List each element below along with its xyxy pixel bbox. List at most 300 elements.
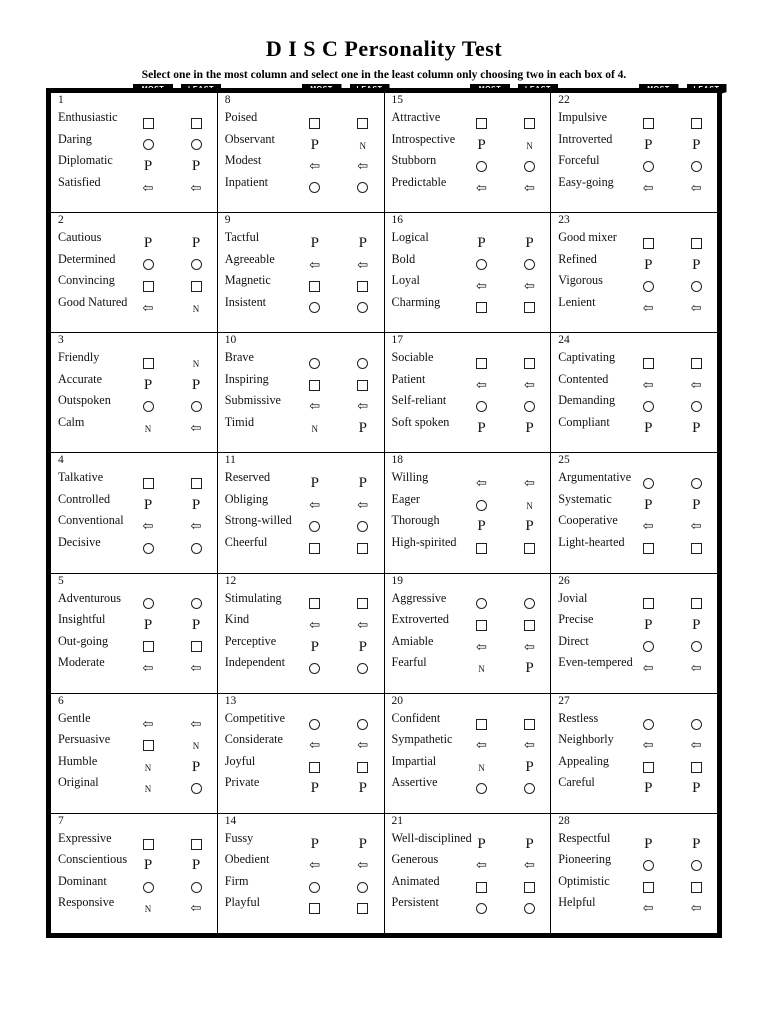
least-choice-cell[interactable] xyxy=(183,849,209,874)
least-choice-cell[interactable] xyxy=(517,172,543,194)
most-choice-cell[interactable] xyxy=(469,849,495,874)
question-box xyxy=(218,93,384,213)
least-choice-cell[interactable] xyxy=(683,609,709,634)
most-choice-cell[interactable] xyxy=(635,510,661,535)
most-choice-cell[interactable] xyxy=(135,510,161,535)
least-choice-cell[interactable] xyxy=(183,390,209,412)
most-choice-cell[interactable] xyxy=(469,292,495,314)
most-choice-cell[interactable] xyxy=(635,412,661,434)
most-choice-cell[interactable] xyxy=(635,849,661,871)
least-choice-cell[interactable] xyxy=(183,467,209,489)
least-choice-cell[interactable] xyxy=(350,369,376,391)
most-choice-cell[interactable] xyxy=(135,129,161,151)
most-choice-cell[interactable] xyxy=(135,369,161,391)
most-choice-cell[interactable] xyxy=(469,751,495,773)
letter-p-icon: P xyxy=(692,419,701,436)
most-choice-cell[interactable] xyxy=(135,467,161,489)
most-choice-cell[interactable] xyxy=(135,751,161,773)
question-box xyxy=(51,814,217,933)
least-choice-cell[interactable] xyxy=(683,150,709,172)
question-number: 8 xyxy=(224,94,231,106)
least-choice-cell[interactable] xyxy=(683,849,709,871)
least-choice-cell[interactable] xyxy=(517,708,543,730)
trait-label: Impulsive xyxy=(558,110,607,124)
most-choice-cell[interactable] xyxy=(135,849,161,874)
least-choice-cell[interactable] xyxy=(350,172,376,194)
trait-label: Self-reliant xyxy=(391,393,447,408)
square-icon xyxy=(691,238,702,249)
least-choice-cell[interactable] xyxy=(183,510,209,535)
least-choice-cell[interactable] xyxy=(517,849,543,874)
most-choice-cell[interactable] xyxy=(469,270,495,295)
least-choice-cell[interactable] xyxy=(683,892,709,917)
least-choice-cell[interactable] xyxy=(517,510,543,535)
least-choice-cell[interactable] xyxy=(350,467,376,492)
most-choice-cell[interactable] xyxy=(135,249,161,271)
least-choice-cell[interactable] xyxy=(183,751,209,773)
most-choice-cell[interactable] xyxy=(635,249,661,271)
trait-label: Considerate xyxy=(224,732,283,747)
most-choice-cell[interactable] xyxy=(302,892,328,914)
trait-label: Observant xyxy=(224,131,275,146)
most-choice-cell[interactable] xyxy=(302,172,328,194)
trait-row xyxy=(551,129,717,151)
least-choice-cell[interactable] xyxy=(350,510,376,532)
left-arrow-icon: ⇦ xyxy=(142,300,154,316)
least-choice-cell[interactable] xyxy=(683,292,709,314)
least-choice-cell[interactable] xyxy=(350,871,376,893)
most-choice-cell[interactable] xyxy=(135,172,161,194)
square-icon xyxy=(643,762,654,773)
circle-icon xyxy=(691,281,702,292)
most-choice-cell[interactable] xyxy=(135,609,161,634)
circle-icon xyxy=(524,161,535,172)
most-choice-cell[interactable] xyxy=(302,107,328,129)
least-choice-cell[interactable] xyxy=(683,729,709,754)
most-choice-cell[interactable] xyxy=(469,652,495,674)
question-column-3 xyxy=(385,93,552,933)
most-choice-cell[interactable] xyxy=(469,729,495,754)
least-choice-cell[interactable] xyxy=(517,390,543,412)
least-choice-cell[interactable] xyxy=(183,347,209,369)
letter-p-icon: P xyxy=(525,660,534,677)
most-choice-cell[interactable] xyxy=(635,729,661,754)
most-choice-cell[interactable] xyxy=(302,631,328,653)
least-choice-cell[interactable] xyxy=(517,772,543,794)
question-number: 3 xyxy=(58,334,64,347)
most-choice-cell[interactable] xyxy=(635,708,661,730)
least-choice-cell[interactable] xyxy=(517,129,543,151)
most-choice-cell[interactable] xyxy=(135,292,161,314)
most-choice-cell[interactable] xyxy=(135,390,161,412)
least-choice-cell[interactable] xyxy=(350,708,376,730)
most-choice-cell[interactable] xyxy=(302,270,328,292)
least-choice-cell[interactable] xyxy=(517,828,543,850)
most-choice-cell[interactable] xyxy=(469,708,495,730)
trait-row xyxy=(551,270,717,292)
most-choice-cell[interactable] xyxy=(302,129,328,151)
trait-label: Reserved xyxy=(224,470,271,485)
left-arrow-icon: ⇦ xyxy=(642,661,654,677)
most-choice-cell[interactable] xyxy=(302,347,328,369)
trait-row xyxy=(51,489,217,511)
least-choice-cell[interactable] xyxy=(683,467,709,489)
trait-row xyxy=(385,892,551,914)
least-choice-cell[interactable] xyxy=(350,609,376,634)
most-choice-cell[interactable] xyxy=(135,150,161,172)
least-choice-cell[interactable] xyxy=(350,489,376,511)
least-choice-cell[interactable] xyxy=(517,369,543,391)
trait-label: Lenient xyxy=(558,294,596,309)
most-choice-cell[interactable] xyxy=(135,107,161,129)
most-choice-cell[interactable] xyxy=(635,270,661,292)
least-choice-cell[interactable] xyxy=(683,270,709,292)
least-choice-cell[interactable] xyxy=(183,892,209,917)
trait-label: Generous xyxy=(391,852,439,867)
least-choice-cell[interactable] xyxy=(350,631,376,653)
most-choice-cell[interactable] xyxy=(635,107,661,129)
most-choice-cell[interactable] xyxy=(635,129,661,151)
letter-p-icon: P xyxy=(644,835,653,852)
left-arrow-icon: ⇦ xyxy=(642,519,654,535)
most-choice-cell[interactable] xyxy=(302,412,328,434)
most-choice-cell[interactable] xyxy=(469,172,495,194)
trait-label: Extroverted xyxy=(391,612,450,627)
least-choice-cell[interactable] xyxy=(517,892,543,914)
least-choice-cell[interactable] xyxy=(350,729,376,754)
most-choice-cell[interactable] xyxy=(469,892,495,914)
least-choice-cell[interactable] xyxy=(517,729,543,754)
question-number: 19 xyxy=(391,574,403,587)
least-choice-cell[interactable] xyxy=(183,150,209,172)
circle-icon xyxy=(691,860,702,871)
least-choice-cell[interactable] xyxy=(683,751,709,773)
trait-row xyxy=(51,631,217,653)
least-choice-cell[interactable] xyxy=(183,172,209,194)
most-choice-cell[interactable] xyxy=(135,347,161,369)
trait-row xyxy=(218,227,384,252)
circle-icon xyxy=(691,401,702,412)
least-choice-cell[interactable] xyxy=(683,129,709,151)
least-choice-cell[interactable] xyxy=(517,489,543,511)
least-choice-cell[interactable] xyxy=(183,588,209,610)
trait-row xyxy=(218,369,384,391)
least-choice-cell[interactable] xyxy=(683,828,709,850)
square-icon xyxy=(191,281,202,292)
least-choice-cell[interactable] xyxy=(350,892,376,914)
most-choice-cell[interactable] xyxy=(135,588,161,610)
least-choice-cell[interactable] xyxy=(183,369,209,391)
letter-p-icon: P xyxy=(191,496,201,513)
most-choice-cell[interactable] xyxy=(635,828,661,850)
least-choice-cell[interactable] xyxy=(183,129,209,151)
trait-rows xyxy=(385,708,551,813)
most-choice-cell[interactable] xyxy=(302,467,328,492)
least-choice-cell[interactable] xyxy=(683,772,709,797)
most-choice-cell[interactable] xyxy=(635,631,661,653)
least-choice-cell[interactable] xyxy=(683,871,709,893)
most-choice-cell[interactable] xyxy=(135,772,161,794)
square-icon xyxy=(691,598,702,609)
least-choice-cell[interactable] xyxy=(683,510,709,535)
most-choice-cell[interactable] xyxy=(135,828,161,850)
most-choice-cell[interactable] xyxy=(635,652,661,677)
most-choice-cell[interactable] xyxy=(302,292,328,314)
least-choice-cell[interactable] xyxy=(183,729,209,751)
letter-p-icon: P xyxy=(477,835,486,852)
most-choice-cell[interactable] xyxy=(469,510,495,535)
question-box xyxy=(551,694,717,814)
most-choice-cell[interactable] xyxy=(469,532,495,554)
trait-row xyxy=(551,467,717,489)
most-choice-cell[interactable] xyxy=(302,390,328,415)
least-choice-cell[interactable] xyxy=(517,347,543,369)
trait-label: Cooperative xyxy=(558,513,618,528)
least-choice-cell[interactable] xyxy=(183,270,209,292)
square-icon xyxy=(643,543,654,554)
most-choice-cell[interactable] xyxy=(635,892,661,917)
least-choice-cell[interactable] xyxy=(350,249,376,271)
most-choice-cell[interactable] xyxy=(635,227,661,249)
trait-rows xyxy=(385,588,551,693)
most-choice-cell[interactable] xyxy=(135,729,161,751)
least-choice-cell[interactable] xyxy=(517,292,543,314)
least-choice-cell[interactable] xyxy=(683,249,709,271)
least-choice-cell[interactable] xyxy=(350,532,376,554)
least-choice-cell[interactable] xyxy=(350,849,376,874)
most-choice-cell[interactable] xyxy=(469,609,495,631)
least-choice-cell[interactable] xyxy=(517,532,543,554)
most-choice-cell[interactable] xyxy=(135,227,161,252)
left-arrow-icon: ⇦ xyxy=(142,180,154,196)
most-choice-cell[interactable] xyxy=(469,369,495,391)
least-choice-cell[interactable] xyxy=(183,412,209,434)
least-choice-cell[interactable] xyxy=(183,828,209,850)
least-choice-cell[interactable] xyxy=(683,369,709,391)
trait-row xyxy=(51,532,217,554)
most-choice-cell[interactable] xyxy=(635,347,661,369)
question-box xyxy=(218,213,384,333)
most-choice-cell[interactable] xyxy=(135,892,161,914)
least-choice-cell[interactable] xyxy=(183,489,209,511)
most-choice-cell[interactable] xyxy=(469,150,495,172)
least-choice-cell[interactable] xyxy=(683,631,709,653)
least-choice-cell[interactable] xyxy=(350,772,376,797)
most-choice-cell[interactable] xyxy=(635,588,661,610)
least-choice-cell[interactable] xyxy=(683,227,709,249)
most-choice-cell[interactable] xyxy=(469,631,495,653)
least-choice-cell[interactable] xyxy=(683,588,709,610)
square-icon xyxy=(524,358,535,369)
most-choice-cell[interactable] xyxy=(302,751,328,773)
most-choice-cell[interactable] xyxy=(302,849,328,874)
least-choice-cell[interactable] xyxy=(517,270,543,295)
most-choice-cell[interactable] xyxy=(469,129,495,151)
most-choice-cell[interactable] xyxy=(635,772,661,797)
most-choice-cell[interactable] xyxy=(302,772,328,797)
square-icon xyxy=(476,302,487,313)
least-choice-cell[interactable] xyxy=(517,631,543,653)
least-choice-cell[interactable] xyxy=(517,871,543,893)
least-choice-cell[interactable] xyxy=(350,652,376,674)
question-number: 24 xyxy=(558,334,570,347)
least-choice-cell[interactable] xyxy=(350,347,376,369)
least-choice-cell[interactable] xyxy=(517,107,543,129)
most-choice-cell[interactable] xyxy=(635,871,661,893)
most-choice-cell[interactable] xyxy=(469,871,495,893)
least-choice-cell[interactable] xyxy=(183,227,209,252)
least-choice-cell[interactable] xyxy=(350,270,376,292)
most-choice-cell[interactable] xyxy=(635,390,661,412)
least-choice-cell[interactable] xyxy=(183,107,209,129)
least-choice-cell[interactable] xyxy=(350,828,376,850)
most-choice-cell[interactable] xyxy=(302,708,328,730)
most-choice-cell[interactable] xyxy=(469,489,495,511)
least-choice-cell[interactable] xyxy=(683,532,709,554)
least-choice-cell[interactable] xyxy=(683,172,709,194)
most-choice-cell[interactable] xyxy=(635,172,661,194)
least-choice-cell[interactable] xyxy=(517,150,543,172)
most-choice-cell[interactable] xyxy=(135,532,161,554)
most-choice-cell[interactable] xyxy=(469,107,495,129)
least-choice-cell[interactable] xyxy=(517,412,543,434)
most-choice-cell[interactable] xyxy=(469,588,495,610)
most-choice-cell[interactable] xyxy=(469,347,495,369)
least-choice-cell[interactable] xyxy=(183,631,209,653)
trait-rows xyxy=(551,588,717,693)
least-choice-cell[interactable] xyxy=(350,227,376,252)
most-choice-cell[interactable] xyxy=(302,588,328,610)
least-choice-cell[interactable] xyxy=(350,412,376,434)
trait-row xyxy=(218,292,384,314)
least-choice-cell[interactable] xyxy=(183,871,209,893)
trait-rows xyxy=(51,107,217,212)
left-arrow-icon: ⇦ xyxy=(357,618,369,634)
least-choice-cell[interactable] xyxy=(183,292,209,314)
most-choice-cell[interactable] xyxy=(302,510,328,532)
least-choice-cell[interactable] xyxy=(350,390,376,415)
most-choice-cell[interactable] xyxy=(302,249,328,271)
most-choice-cell[interactable] xyxy=(635,292,661,314)
circle-icon xyxy=(143,598,154,609)
trait-row xyxy=(385,849,551,874)
least-choice-cell[interactable] xyxy=(683,412,709,434)
least-choice-cell[interactable] xyxy=(517,249,543,271)
most-choice-cell[interactable] xyxy=(469,828,495,850)
letter-p-icon: P xyxy=(310,136,319,153)
letter-p-icon: P xyxy=(358,835,367,852)
most-choice-cell[interactable] xyxy=(302,729,328,754)
most-choice-cell[interactable] xyxy=(302,652,328,674)
most-choice-cell[interactable] xyxy=(469,249,495,271)
least-choice-cell[interactable] xyxy=(683,489,709,511)
most-choice-cell[interactable] xyxy=(135,270,161,292)
most-choice-cell[interactable] xyxy=(302,871,328,893)
square-icon xyxy=(476,620,487,631)
least-choice-cell[interactable] xyxy=(350,751,376,773)
least-choice-cell[interactable] xyxy=(517,227,543,252)
most-choice-cell[interactable] xyxy=(635,751,661,773)
least-choice-cell[interactable] xyxy=(517,609,543,631)
letter-p-icon: P xyxy=(191,758,201,775)
most-choice-cell[interactable] xyxy=(469,412,495,434)
most-choice-cell[interactable] xyxy=(469,772,495,794)
trait-row xyxy=(218,532,384,554)
trait-label: Amiable xyxy=(391,633,434,648)
trait-row xyxy=(385,390,551,412)
most-choice-cell[interactable] xyxy=(302,489,328,511)
trait-row xyxy=(385,510,551,535)
least-choice-cell[interactable] xyxy=(350,588,376,610)
least-choice-cell[interactable] xyxy=(683,347,709,369)
most-choice-cell[interactable] xyxy=(635,150,661,172)
trait-label: Stubborn xyxy=(391,153,437,167)
least-choice-cell[interactable] xyxy=(683,652,709,677)
left-arrow-icon: ⇦ xyxy=(142,716,154,732)
least-choice-cell[interactable] xyxy=(517,652,543,677)
trait-rows xyxy=(51,347,217,452)
least-choice-cell[interactable] xyxy=(683,390,709,412)
most-choice-cell[interactable] xyxy=(135,708,161,730)
letter-p-icon: P xyxy=(358,475,367,492)
least-choice-cell[interactable] xyxy=(350,129,376,151)
trait-row xyxy=(551,532,717,554)
left-arrow-icon: ⇦ xyxy=(690,377,702,393)
most-choice-cell[interactable] xyxy=(635,369,661,391)
most-choice-cell[interactable] xyxy=(302,369,328,391)
most-choice-cell[interactable] xyxy=(635,467,661,489)
square-icon xyxy=(309,903,320,914)
most-choice-cell[interactable] xyxy=(135,871,161,893)
trait-row xyxy=(218,270,384,292)
least-choice-cell[interactable] xyxy=(183,708,209,730)
square-icon xyxy=(691,543,702,554)
trait-row xyxy=(51,107,217,129)
square-icon xyxy=(357,543,368,554)
most-choice-cell[interactable] xyxy=(635,609,661,634)
most-choice-cell[interactable] xyxy=(302,828,328,850)
least-choice-cell[interactable] xyxy=(183,652,209,677)
most-choice-cell[interactable] xyxy=(302,150,328,172)
most-choice-cell[interactable] xyxy=(302,532,328,554)
most-choice-cell[interactable] xyxy=(302,609,328,634)
most-choice-cell[interactable] xyxy=(469,390,495,412)
least-choice-cell[interactable] xyxy=(350,292,376,314)
most-choice-cell[interactable] xyxy=(135,412,161,434)
least-choice-cell[interactable] xyxy=(183,772,209,794)
least-choice-cell[interactable] xyxy=(517,751,543,773)
most-choice-cell[interactable] xyxy=(135,489,161,511)
square-icon xyxy=(691,118,702,129)
least-choice-cell[interactable] xyxy=(683,708,709,730)
least-choice-cell[interactable] xyxy=(350,107,376,129)
least-choice-cell[interactable] xyxy=(183,249,209,271)
most-choice-cell[interactable] xyxy=(635,489,661,511)
least-choice-cell[interactable] xyxy=(183,532,209,554)
most-choice-cell[interactable] xyxy=(302,227,328,252)
least-choice-cell[interactable] xyxy=(517,588,543,610)
letter-n-icon: N xyxy=(144,762,152,773)
least-choice-cell[interactable] xyxy=(683,107,709,129)
most-choice-cell[interactable] xyxy=(469,227,495,252)
most-choice-cell[interactable] xyxy=(469,467,495,492)
least-choice-cell[interactable] xyxy=(350,150,376,172)
most-choice-cell[interactable] xyxy=(135,652,161,677)
most-choice-cell[interactable] xyxy=(635,532,661,554)
most-choice-cell[interactable] xyxy=(135,631,161,653)
least-choice-cell[interactable] xyxy=(517,467,543,492)
least-choice-cell[interactable] xyxy=(183,609,209,634)
